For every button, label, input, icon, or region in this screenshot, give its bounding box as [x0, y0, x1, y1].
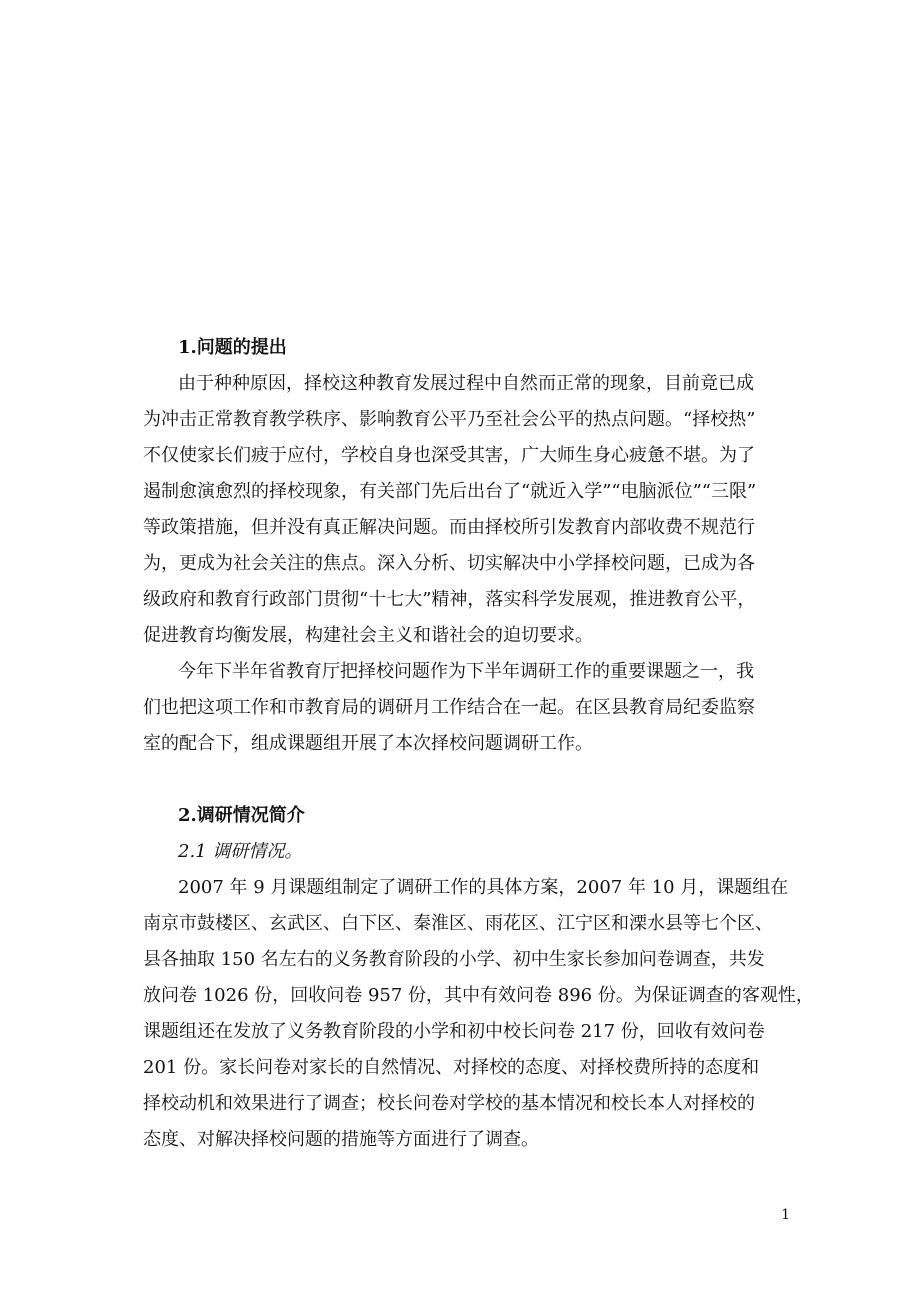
document-body: [143, 330, 814, 1158]
paragraph-line: 201 份。家长问卷对家长的自然情况、对择校的态度、对择校费所持的态度和: [143, 1057, 760, 1078]
paragraph-line: 室的配合下，组成课题组开展了本次择校问题调研工作。: [143, 733, 593, 754]
paragraph-line: 遏制愈演愈烈的择校现象，有关部门先后出台了“就近入学”“电脑派位”“三限”: [143, 481, 757, 502]
paragraph-line: 南京市鼓楼区、玄武区、白下区、秦淮区、雨花区、江宁区和溧水县等七个区、: [143, 913, 773, 934]
page-number: 1: [781, 1207, 790, 1223]
paragraph-line: 由于种种原因，择校这种教育发展过程中自然而正常的现象，目前竟已成: [178, 373, 754, 394]
paragraph-line: 2007 年 9 月课题组制定了调研工作的具体方案，2007 年 10 月，课题组在: [178, 877, 789, 898]
paragraph-line: 课题组还在发放了义务教育阶段的小学和初中校长问卷 217 份，回收有效问卷: [143, 1021, 765, 1042]
section-1-paragraph-2: [143, 654, 783, 762]
paragraph-line: 放问卷 1026 份，回收问卷 957 份，其中有效问卷 896 份。为保证调查的客观性，: [143, 985, 814, 1006]
paragraph-line: 为，更成为社会关注的焦点。深入分析、切实解决中小学择校问题，已成为各: [143, 553, 755, 574]
section-spacer: [143, 762, 783, 798]
paragraph-line: 级政府和教育行政部门贯彻“十七大”精神，落实科学发展观，推进教育公平，: [143, 589, 756, 610]
paragraph-line: 态度、对解决择校问题的措施等方面进行了调查。: [143, 1129, 539, 1150]
section-2-paragraph: [143, 870, 814, 1158]
paragraph-line: 择校动机和效果进行了调查；校长问卷对学校的基本情况和校长本人对择校的: [143, 1093, 755, 1114]
paragraph-line: 为冲击正常教育教学秩序、影响教育公平乃至社会公平的热点问题。“择校热”: [143, 409, 756, 430]
paragraph-line: 促进教育均衡发展，构建社会主义和谐社会的迫切要求。: [143, 625, 593, 646]
paragraph-line: 县各抽取 150 名左右的义务教育阶段的小学、初中生家长参加问卷调查，共发: [143, 949, 765, 970]
paragraph-line: 不仅使家长们疲于应付，学校自身也深受其害，广大师生身心疲惫不堪。为了: [143, 445, 755, 466]
section-2-heading: 2.调研情况简介: [178, 805, 305, 826]
section-1-paragraph-1: [143, 366, 783, 654]
paragraph-line: 今年下半年省教育厅把择校问题作为下半年调研工作的重要课题之一，我: [178, 661, 754, 682]
section-1-heading: 1.问题的提出: [178, 337, 287, 358]
section-2-1-subheading: 2.1 调研情况。: [178, 841, 303, 862]
paragraph-line: 等政策措施，但并没有真正解决问题。而由择校所引发教育内部收费不规范行: [143, 517, 755, 538]
paragraph-line: 们也把这项工作和市教育局的调研月工作结合在一起。在区县教育局纪委监察: [143, 697, 755, 718]
